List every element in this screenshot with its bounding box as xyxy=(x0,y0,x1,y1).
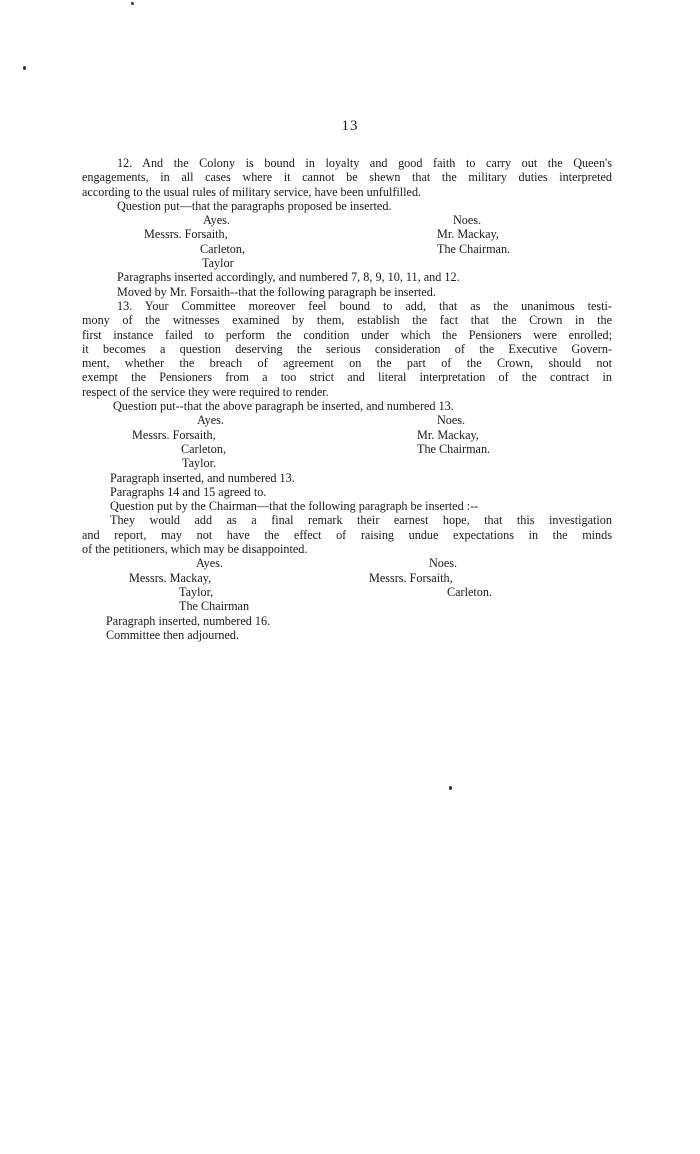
ayes-label: Ayes. xyxy=(196,556,223,571)
vote-row xyxy=(82,227,612,241)
question-put: Question put--that the above paragraph be inserted, and numbered 13. xyxy=(113,399,454,414)
noes-label: Noes. xyxy=(429,556,458,571)
paragraph-13-line: mony of the witnesses examined by them, establish the fact that the Crown in the xyxy=(82,313,612,328)
vote-header xyxy=(82,556,612,570)
paragraph-16-line: of the petitioners, which may be disappointed. xyxy=(82,542,308,557)
noe-member: Carleton. xyxy=(447,584,493,599)
aye-member: Messrs. Forsaith, xyxy=(132,427,216,442)
vote-header xyxy=(82,413,612,427)
paragraph-inserted: Paragraph inserted, and numbered 13. xyxy=(110,470,295,485)
paragraph-16-line: and report, may not have the effect of raising undue expectations in the minds xyxy=(82,527,612,542)
question-put: Question put by the Chairman—that the following paragraph be inserted :-- xyxy=(110,499,479,514)
ayes-label: Ayes. xyxy=(203,213,230,228)
paragraph-12-line: according to the usual rules of military service, have been unfulfilled. xyxy=(82,184,422,199)
paragraph-13-line: ment, whether the breach of agreement on the part of the Crown, should not xyxy=(82,356,612,371)
aye-member: The Chairman xyxy=(179,599,250,614)
vote-row xyxy=(82,571,612,585)
aye-member: Carleton, xyxy=(181,441,227,456)
noe-member: Messrs. Forsaith, xyxy=(369,570,453,585)
ink-speck xyxy=(23,66,26,70)
vote-row xyxy=(82,428,612,442)
paragraph-12-line: 12. And the Colony is bound in loyalty and good faith to carry out the Queen's xyxy=(117,156,612,170)
paragraph-16-line: They would add as a final remark their earnest hope, that this investigation xyxy=(110,513,612,528)
ink-speck xyxy=(449,786,452,790)
aye-member: Carleton, xyxy=(200,241,246,256)
paragraph-inserted: Paragraph inserted, numbered 16. xyxy=(106,613,271,628)
committee-adjourned: Committee then adjourned. xyxy=(106,627,240,642)
vote-row xyxy=(82,585,612,599)
paragraph-12-line: engagements, in all cases where it cannot be shewn that the military duties interpreted xyxy=(82,170,612,185)
vote-header xyxy=(82,213,612,227)
noes-label: Noes. xyxy=(437,413,466,428)
paragraph-13-line: 13. Your Committee moreover feel bound to add, that as the unanimous testi- xyxy=(117,298,612,313)
vote-row xyxy=(82,599,612,613)
ayes-label: Ayes. xyxy=(197,413,224,428)
paragraph-13-line: it becomes a question deserving the serious consideration of the Executive Govern- xyxy=(82,341,612,356)
noe-member: The Chairman. xyxy=(417,441,491,456)
paragraph-13-line: first instance failed to perform the condition under which the Pensioners were enrolled; xyxy=(82,327,612,342)
noe-member: Mr. Mackay, xyxy=(417,427,479,442)
page-number: 13 xyxy=(341,118,359,134)
noe-member: Mr. Mackay, xyxy=(437,227,499,242)
motion: Moved by Mr. Forsaith--that the following paragraph be inserted. xyxy=(117,284,436,299)
vote-row xyxy=(82,256,612,270)
paragraph-13-line: exempt the Pensioners from a too strict and literal interpretation of the contract in xyxy=(82,370,612,385)
paragraphs-agreed: Paragraphs 14 and 15 agreed to. xyxy=(110,484,267,499)
paragraphs-inserted: Paragraphs inserted accordingly, and numbered 7, 8, 9, 10, 11, and 12. xyxy=(117,270,460,285)
question-put: Question put—that the paragraphs proposed be inserted. xyxy=(117,198,392,213)
noe-member: The Chairman. xyxy=(437,241,511,256)
vote-row xyxy=(82,242,612,256)
vote-row xyxy=(82,456,612,470)
minutes-body xyxy=(82,156,612,642)
aye-member: Taylor xyxy=(202,256,234,271)
vote-row xyxy=(82,442,612,456)
ink-speck xyxy=(131,2,134,5)
aye-member: Taylor. xyxy=(182,456,217,471)
paragraph-13-line: respect of the service they were required to render. xyxy=(82,384,329,399)
aye-member: Taylor, xyxy=(179,584,214,599)
aye-member: Messrs. Forsaith, xyxy=(144,227,228,242)
noes-label: Noes. xyxy=(453,213,482,228)
aye-member: Messrs. Mackay, xyxy=(129,570,212,585)
